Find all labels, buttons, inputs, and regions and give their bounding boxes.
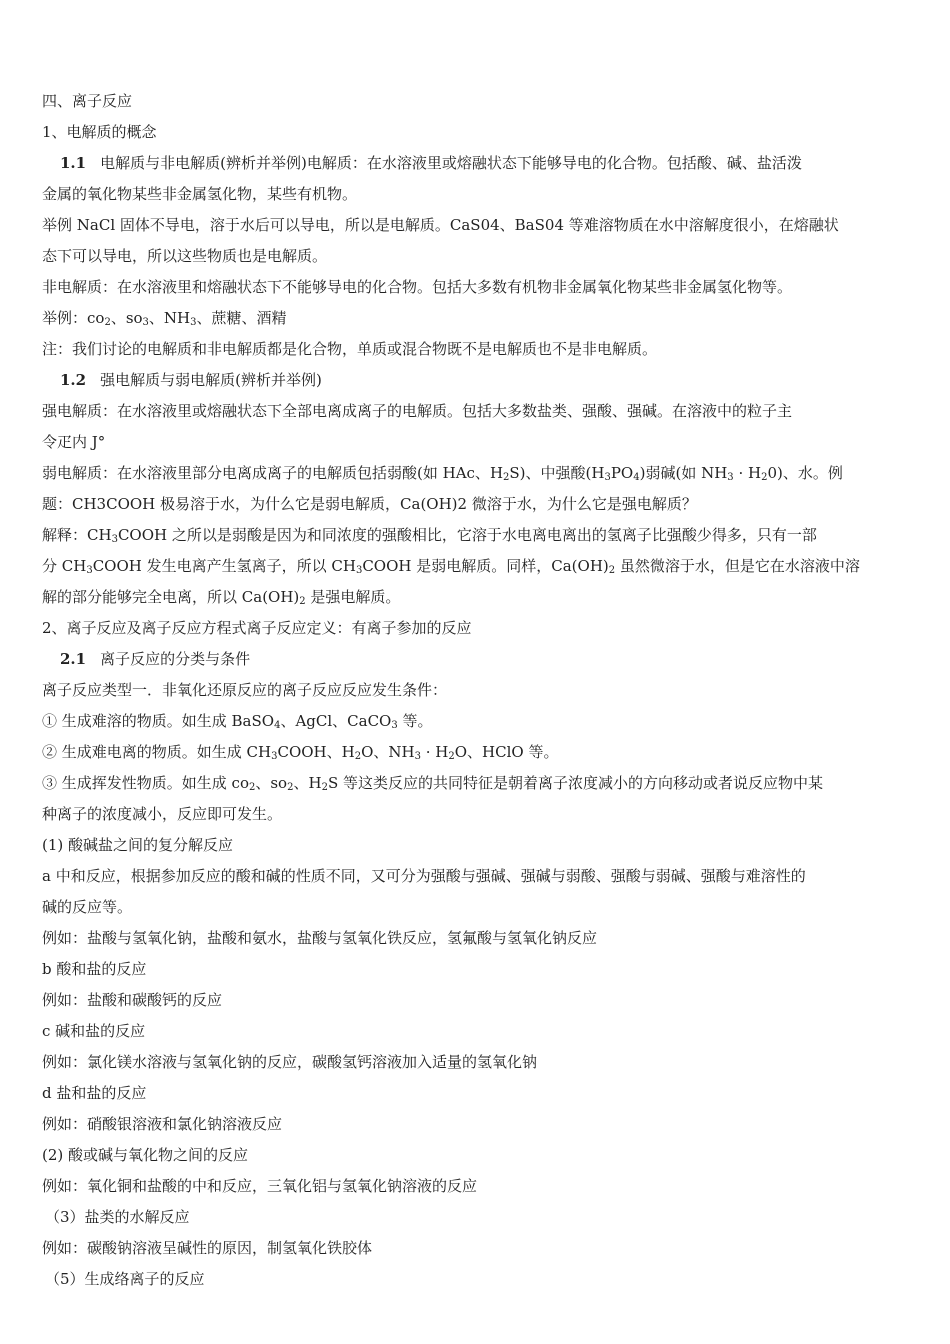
text-line	[42, 1047, 908, 1078]
section-number: 1.1	[60, 154, 87, 172]
text-run: 碱的反应等。	[42, 898, 133, 916]
text-line	[42, 334, 908, 365]
text-run: 是强电解质。	[305, 588, 401, 606]
text-run: · H	[733, 464, 762, 482]
text-run: 解释：CH	[42, 526, 112, 544]
text-run: 态下可以导电，所以这些物质也是电解质。	[42, 247, 328, 265]
text-run: COOH 发生电离产生氢离子，所以 CH	[92, 557, 356, 575]
text-run: 、蔗糖、酒精	[196, 309, 287, 327]
text-run: 例如：氯化镁水溶液与氢氧化钠的反应，碳酸氢钙溶液加入适量的氢氧化钠	[42, 1053, 538, 1071]
text-run: COOH 是弱电解质。同样，Ca(OH)	[362, 557, 609, 575]
text-line	[42, 365, 908, 396]
subscript: 2	[354, 751, 362, 762]
text-run: 1、电解质的概念	[42, 123, 157, 141]
text-line	[42, 1202, 908, 1233]
text-run: （5）生成络离子的反应	[45, 1270, 205, 1288]
subscript: 3	[190, 317, 197, 328]
text-line	[42, 706, 908, 737]
text-run: 举例 NaCl 固体不导电，溶于水后可以导电，所以是电解质。CaS04、BaS04 等难溶物质在水中溶解度很小，在熔融状	[42, 216, 839, 234]
text-run: c 碱和盐的反应	[42, 1022, 146, 1040]
text-line	[42, 954, 908, 985]
text-run: 分 CH	[42, 557, 87, 575]
text-line	[42, 427, 908, 458]
subscript: 4	[633, 472, 640, 483]
text-line	[42, 1171, 908, 1202]
text-run: 2、离子反应及离子反应方程式离子反应定义：有离子参加的反应	[42, 619, 472, 637]
text-line	[42, 1016, 908, 1047]
subscript: 2	[503, 472, 510, 483]
text-run: COOH 之所以是弱酸是因为和同浓度的强酸相比，它溶于水电离电离出的氢离子比强酸少得多，只有一部	[117, 526, 817, 544]
section-heading-text: 电解质与非电解质(辨析并举例)电解质：在水溶液里或熔融状态下能够导电的化合物。包括酸、碱、盐活泼	[100, 154, 802, 172]
text-run: (2) 酸或碱与氧化物之间的反应	[42, 1146, 249, 1164]
text-run: 非电解质：在水溶液里和熔融状态下不能够导电的化合物。包括大多数有机物非金属氧化物某些非金属氢化物等。	[42, 278, 793, 296]
text-run: 种离子的浓度减小，反应即可发生。	[42, 805, 283, 823]
text-run: 例如：碳酸钠溶液呈碱性的原因，制氢氧化铁胶体	[42, 1239, 373, 1257]
text-run: 等。	[397, 712, 433, 730]
text-line	[42, 737, 908, 768]
text-run: 金属的氧化物某些非金属氢化物，某些有机物。	[42, 185, 358, 203]
text-run: 题：CH3COOH 极易溶于水，为什么它是弱电解质，Ca(OH)2 微溶于水，为什么它是强电解质？	[42, 495, 697, 513]
subscript: 2	[299, 596, 306, 607]
section-heading-text: 离子反应的分类与条件	[100, 650, 251, 668]
subscript: 3	[355, 565, 363, 576]
subscript: 4	[274, 720, 281, 731]
section-number: 2.1	[60, 650, 87, 668]
text-line	[42, 179, 908, 210]
text-run: （3）盐类的水解反应	[45, 1208, 190, 1226]
subscript: 2	[761, 472, 768, 483]
text-run: COOH、H	[277, 743, 355, 761]
text-run: 、H	[293, 774, 322, 792]
text-line	[42, 830, 908, 861]
text-run: ③ 生成挥发性物质。如生成 co	[42, 774, 249, 792]
subscript: 3	[111, 534, 118, 545]
subscript: 2	[104, 317, 111, 328]
text-run: S 等这类反应的共同特征是朝着离子浓度减小的方向移动或者说反应物中某	[327, 774, 823, 792]
text-line	[42, 644, 908, 675]
text-run: 离子反应类型一．非氧化还原反应的离子反应反应发生条件：	[42, 681, 448, 699]
section-number: 1.2	[60, 371, 87, 389]
subscript: 2	[448, 751, 455, 762]
text-line	[42, 148, 908, 179]
text-run: 令疋内 J°	[42, 433, 106, 451]
text-run: 注：我们讨论的电解质和非电解质都是化合物，单质或混合物既不是电解质也不是非电解质。	[42, 340, 658, 358]
text-line	[42, 582, 908, 613]
subscript: 3	[727, 472, 734, 483]
text-run: d 盐和盐的反应	[42, 1084, 147, 1102]
text-line	[42, 1264, 908, 1295]
text-run: ② 生成难电离的物质。如生成 CH	[42, 743, 272, 761]
subscript: 3	[142, 317, 149, 328]
subscript: 2	[321, 782, 328, 793]
text-run: 、so	[255, 774, 288, 792]
text-run: (1) 酸碱盐之间的复分解反应	[42, 836, 234, 854]
text-line	[42, 1233, 908, 1264]
text-line	[42, 892, 908, 923]
text-run: 0)、水。例	[767, 464, 843, 482]
text-run: a 中和反应，根据参加反应的酸和碱的性质不同，又可分为强酸与强碱、强碱与弱酸、强酸与弱碱、强酸与难溶性的	[42, 867, 806, 885]
document-body	[42, 86, 908, 1295]
text-line	[42, 520, 908, 551]
text-run: 四、离子反应	[42, 92, 133, 110]
text-run: b 酸和盐的反应	[42, 960, 147, 978]
text-run: · H	[420, 743, 449, 761]
text-run: 例如：盐酸和碳酸钙的反应	[42, 991, 223, 1009]
text-run: 弱电解质：在水溶液里部分电离成离子的电解质包括弱酸(如 HAc、H	[42, 464, 504, 482]
text-run: 、AgCl、CaCO	[280, 712, 392, 730]
text-run: PO	[610, 464, 634, 482]
text-line	[42, 985, 908, 1016]
text-run: 解的部分能够完全电离，所以 Ca(OH)	[42, 588, 300, 606]
subscript: 3	[271, 751, 278, 762]
text-line	[42, 861, 908, 892]
text-line	[42, 210, 908, 241]
text-run: S)、中强酸(H	[509, 464, 605, 482]
text-line	[42, 1140, 908, 1171]
text-line	[42, 396, 908, 427]
text-run: 例如：氧化铜和盐酸的中和反应，三氧化铝与氢氧化钠溶液的反应	[42, 1177, 478, 1195]
text-line	[42, 675, 908, 706]
text-run: 虽然微溶于水，但是它在水溶液中溶	[615, 557, 860, 575]
subscript: 3	[391, 720, 398, 731]
text-run: O、NH	[361, 743, 415, 761]
text-line	[42, 489, 908, 520]
subscript: 2	[608, 565, 616, 576]
text-run: 举例：co	[42, 309, 105, 327]
subscript: 3	[414, 751, 421, 762]
text-run: 例如：硝酸银溶液和氯化钠溶液反应	[42, 1115, 283, 1133]
text-run: 强电解质：在水溶液里或熔融状态下全部电离成离子的电解质。包括大多数盐类、强酸、强碱。在溶液中的粒子主	[42, 402, 793, 420]
text-line	[42, 303, 908, 334]
text-line	[42, 117, 908, 148]
text-line	[42, 272, 908, 303]
subscript: 3	[86, 565, 93, 576]
subscript: 2	[248, 782, 256, 793]
subscript: 3	[604, 472, 611, 483]
text-run: O、HClO 等。	[454, 743, 559, 761]
text-line	[42, 551, 908, 582]
text-run: 、NH	[148, 309, 191, 327]
text-run: ① 生成难溶的物质。如生成 BaSO	[42, 712, 275, 730]
text-line	[42, 1078, 908, 1109]
text-line	[42, 86, 908, 117]
section-heading-text: 强电解质与弱电解质(辨析并举例)	[100, 371, 322, 389]
text-line	[42, 458, 908, 489]
text-line	[42, 923, 908, 954]
text-run: 、so	[110, 309, 143, 327]
subscript: 2	[287, 782, 294, 793]
text-line	[42, 1109, 908, 1140]
text-run: 例如：盐酸与氢氧化钠，盐酸和氨水，盐酸与氢氧化铁反应，氢氟酸与氢氧化钠反应	[42, 929, 598, 947]
text-line	[42, 613, 908, 644]
text-line	[42, 768, 908, 799]
text-line	[42, 799, 908, 830]
text-line	[42, 241, 908, 272]
text-run: )弱碱(如 NH	[639, 464, 728, 482]
